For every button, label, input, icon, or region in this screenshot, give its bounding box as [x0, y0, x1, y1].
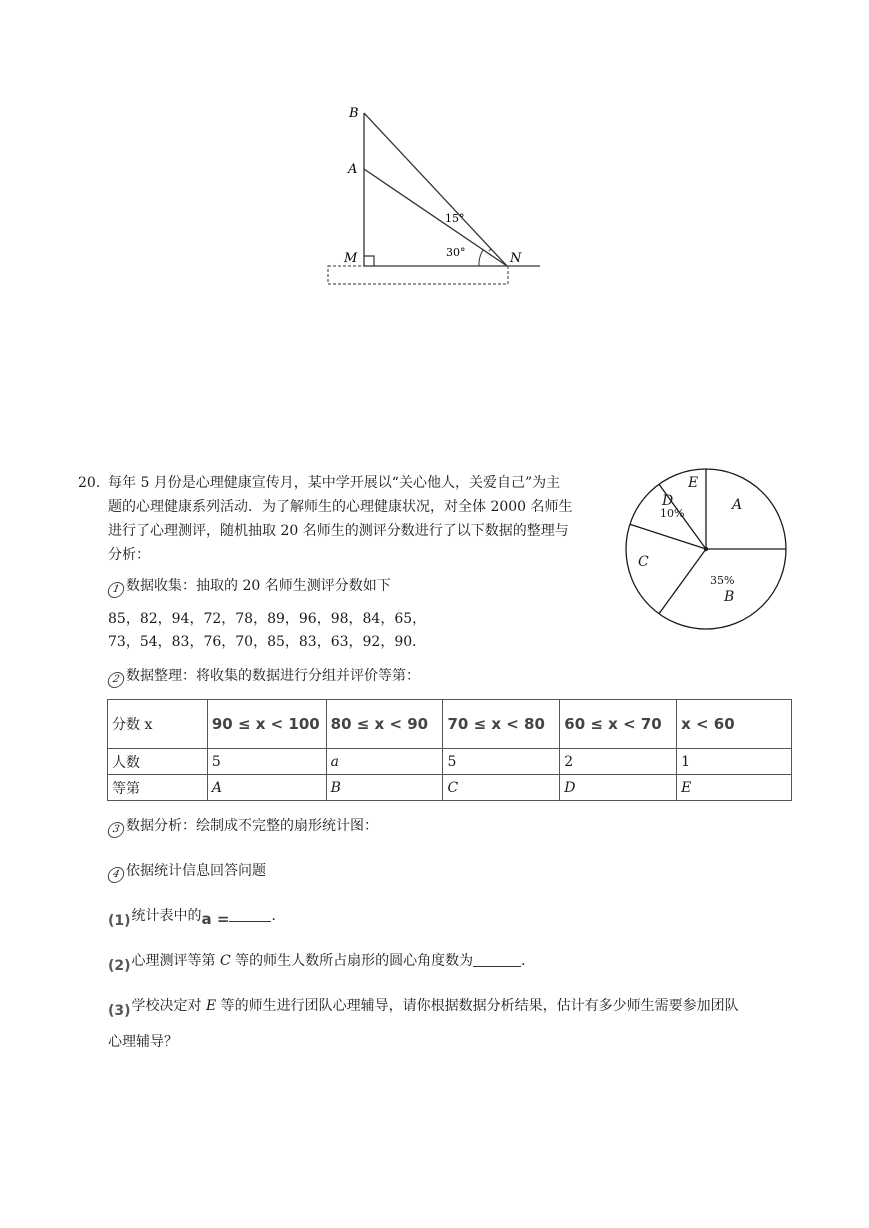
pie-boundary — [659, 549, 706, 614]
header-score: 分数 x — [108, 700, 208, 749]
step-3 — [108, 815, 378, 838]
ground-hatch — [328, 266, 508, 284]
count-cell: 2 — [560, 749, 677, 775]
pie-center — [704, 547, 708, 551]
scores-line-2: 73，54，83，76，70，85，83，63，92，90． — [108, 634, 427, 650]
part-3-marker: (3) — [108, 1003, 131, 1019]
intro-line-4: 分析： — [108, 547, 150, 563]
part-3-line-2: 心理辅导？ — [108, 1034, 178, 1050]
part-2 — [108, 950, 535, 977]
grade-cell: A — [207, 775, 326, 801]
triangle-figure — [320, 98, 550, 293]
part-2-pre: 心理测评等第 — [131, 953, 220, 969]
step-2 — [108, 665, 420, 688]
part-1 — [108, 905, 285, 932]
segment-an — [364, 169, 507, 266]
answer-blank-2[interactable] — [473, 966, 521, 967]
step-4-marker: 4 — [106, 867, 125, 883]
part-1-marker: (1) — [108, 913, 131, 929]
grade-cell: E — [677, 775, 792, 801]
range-cell: 70 ≤ x < 80 — [443, 700, 560, 749]
range-cell: 60 ≤ x < 70 — [560, 700, 677, 749]
step-4-text: 依据统计信息回答问题 — [126, 863, 266, 879]
step-2-text: 数据整理：将收集的数据进行分组并评价等第： — [126, 668, 420, 684]
part-3 — [108, 995, 739, 1022]
pie-slice-label-b: B — [724, 589, 735, 605]
intro-line-1: 每年 5 月份是心理健康宣传月，某中学开展以“关心他人，关爱自己”为主 — [108, 475, 561, 491]
part-1-pre: 统计表中的 — [131, 908, 202, 924]
angle-arc — [479, 250, 483, 266]
pie-slice-label-e: E — [688, 475, 699, 491]
table-row — [108, 775, 792, 801]
count-cell: 1 — [677, 749, 792, 775]
pie-slice-percent-d: 10% — [660, 507, 685, 520]
table-row — [108, 700, 792, 749]
intro-line-2: 题的心理健康系列活动．为了解师生的心理健康状况，对全体 2000 名师生 — [108, 499, 573, 515]
scores-line-1: 85，82，94，72，78，89，96，98，84，65， — [108, 611, 427, 627]
count-cell: a — [326, 749, 443, 775]
pie-slice-label-c: C — [638, 554, 649, 570]
table-row — [108, 749, 792, 775]
range-cell: 80 ≤ x < 90 — [326, 700, 443, 749]
part-2-grade: C — [220, 953, 231, 969]
segment-bn — [364, 113, 507, 266]
angle-arc-small — [489, 249, 491, 251]
label-b: B — [349, 106, 359, 121]
header-count: 人数 — [108, 749, 208, 775]
pie-slice-percent-b: 35% — [710, 574, 735, 587]
label-a: A — [348, 162, 358, 177]
label-m: M — [344, 251, 358, 266]
part-2-marker: (2) — [108, 958, 131, 974]
range-cell: 90 ≤ x < 100 — [207, 700, 326, 749]
angle-30: 30° — [446, 246, 466, 259]
part-2-post: ． — [521, 953, 536, 969]
part-1-post: ． — [271, 908, 286, 924]
step-1-marker: 1 — [106, 582, 125, 598]
label-n: N — [510, 251, 522, 266]
angle-15: 15° — [445, 212, 465, 225]
pie-boundary — [630, 524, 706, 549]
right-angle-mark — [364, 256, 374, 266]
part-3-mid: 等的师生进行团队心理辅导，请你根据数据分析结果，估计有多少师生需要参加团队 — [216, 998, 739, 1014]
grade-table — [107, 699, 792, 801]
part-2-mid: 等的师生人数所占扇形的圆心角度数为 — [230, 953, 474, 969]
grade-cell: C — [443, 775, 560, 801]
step-3-text: 数据分析：绘制成不完整的扇形统计图： — [126, 818, 378, 834]
part-1-math: a = — [201, 910, 230, 928]
step-4 — [108, 860, 266, 883]
part-3-grade: E — [206, 998, 217, 1014]
range-cell: x < 60 — [677, 700, 792, 749]
header-grade: 等第 — [108, 775, 208, 801]
part-3-pre: 学校决定对 — [131, 998, 206, 1014]
step-1-text: 数据收集：抽取的 20 名师生测评分数如下 — [126, 578, 391, 594]
step-1 — [108, 575, 391, 598]
step-3-marker: 3 — [106, 822, 125, 838]
answer-blank-1[interactable] — [229, 921, 271, 922]
count-cell: 5 — [443, 749, 560, 775]
grade-cell: B — [326, 775, 443, 801]
grade-cell: D — [560, 775, 677, 801]
step-2-marker: 2 — [106, 672, 125, 688]
pie-slice-label-a: A — [732, 497, 743, 513]
pie-chart — [620, 465, 795, 640]
pie-slice-label-d: D — [662, 493, 674, 509]
question-number: 20. — [78, 475, 101, 491]
count-cell: 5 — [207, 749, 326, 775]
intro-line-3: 进行了心理测评，随机抽取 20 名师生的测评分数进行了以下数据的整理与 — [108, 523, 569, 539]
